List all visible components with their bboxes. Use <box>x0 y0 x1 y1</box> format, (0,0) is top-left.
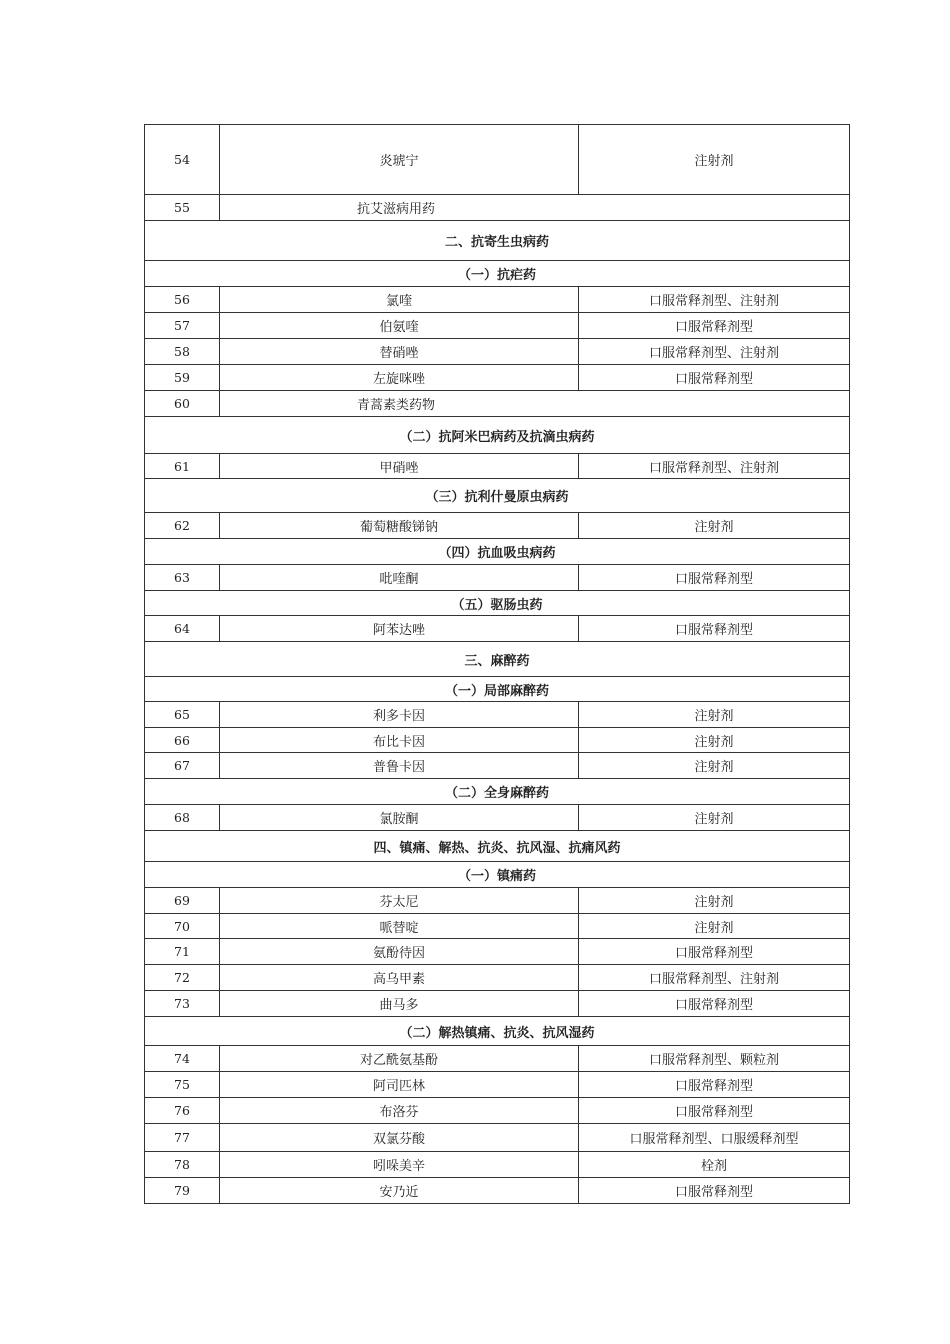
dosage-form: 口服常释剂型 <box>579 1072 850 1098</box>
table-row <box>145 1124 850 1152</box>
row-number: 75 <box>145 1072 220 1098</box>
row-number: 70 <box>145 914 220 939</box>
row-number: 64 <box>145 616 220 642</box>
drug-name: 普鲁卡因 <box>220 753 579 779</box>
drug-name: 阿苯达唑 <box>220 616 579 642</box>
table-row <box>145 616 850 642</box>
drug-name: 葡萄糖酸锑钠 <box>220 513 579 539</box>
section-title: （二）抗阿米巴病药及抗滴虫病药 <box>145 417 850 454</box>
section-header-row <box>145 479 850 513</box>
dosage-form: 口服常释剂型 <box>579 1098 850 1124</box>
row-number: 69 <box>145 888 220 914</box>
row-number: 71 <box>145 939 220 965</box>
table-row <box>145 965 850 991</box>
row-number: 74 <box>145 1046 220 1072</box>
section-title: （二）全身麻醉药 <box>145 779 850 805</box>
row-number: 79 <box>145 1178 220 1204</box>
row-number: 56 <box>145 287 220 313</box>
section-header-row <box>145 221 850 261</box>
table-row <box>145 1046 850 1072</box>
table-row <box>145 365 850 391</box>
section-header-row <box>145 591 850 616</box>
drug-name: 哌替啶 <box>220 914 579 939</box>
dosage-form: 口服常释剂型 <box>579 991 850 1017</box>
row-number: 76 <box>145 1098 220 1124</box>
drug-name: 布比卡因 <box>220 728 579 753</box>
table-row <box>145 702 850 728</box>
row-number: 58 <box>145 339 220 365</box>
drug-name: 氨酚待因 <box>220 939 579 965</box>
section-title: （四）抗血吸虫病药 <box>145 539 850 565</box>
section-header-row <box>145 261 850 287</box>
drug-list-table <box>144 124 850 1204</box>
section-title: 二、抗寄生虫病药 <box>145 221 850 261</box>
row-number: 59 <box>145 365 220 391</box>
table-row <box>145 939 850 965</box>
row-number: 68 <box>145 805 220 831</box>
row-number: 77 <box>145 1124 220 1152</box>
section-title: 四、镇痛、解热、抗炎、抗风湿、抗痛风药 <box>145 831 850 862</box>
table-row <box>145 454 850 479</box>
dosage-form: 口服常释剂型、注射剂 <box>579 339 850 365</box>
table-row <box>145 1152 850 1178</box>
dosage-form: 口服常释剂型、注射剂 <box>579 287 850 313</box>
row-number: 54 <box>145 125 220 195</box>
table-row <box>145 991 850 1017</box>
table-row <box>145 1072 850 1098</box>
table-row <box>145 195 850 221</box>
section-title: （一）局部麻醉药 <box>145 677 850 702</box>
drug-name: 芬太尼 <box>220 888 579 914</box>
section-title: （五）驱肠虫药 <box>145 591 850 616</box>
dosage-form: 注射剂 <box>579 914 850 939</box>
table-row <box>145 728 850 753</box>
dosage-form: 口服常释剂型 <box>579 565 850 591</box>
table-row <box>145 313 850 339</box>
drug-list-body <box>145 125 850 1204</box>
drug-name: 抗艾滋病用药 <box>220 195 850 221</box>
row-number: 78 <box>145 1152 220 1178</box>
drug-name: 布洛芬 <box>220 1098 579 1124</box>
drug-name: 吡喹酮 <box>220 565 579 591</box>
drug-name: 氯胺酮 <box>220 805 579 831</box>
drug-name: 青蒿素类药物 <box>220 391 850 417</box>
drug-name: 左旋咪唑 <box>220 365 579 391</box>
row-number: 67 <box>145 753 220 779</box>
dosage-form: 注射剂 <box>579 125 850 195</box>
table-row <box>145 339 850 365</box>
section-title: （二）解热镇痛、抗炎、抗风湿药 <box>145 1017 850 1046</box>
dosage-form: 注射剂 <box>579 728 850 753</box>
dosage-form: 口服常释剂型、口服缓释剂型 <box>579 1124 850 1152</box>
drug-name: 对乙酰氨基酚 <box>220 1046 579 1072</box>
section-header-row <box>145 417 850 454</box>
section-header-row <box>145 677 850 702</box>
drug-name: 利多卡因 <box>220 702 579 728</box>
drug-name: 曲马多 <box>220 991 579 1017</box>
row-number: 63 <box>145 565 220 591</box>
dosage-form: 口服常释剂型 <box>579 313 850 339</box>
section-header-row <box>145 539 850 565</box>
dosage-form: 注射剂 <box>579 888 850 914</box>
row-number: 60 <box>145 391 220 417</box>
table-row <box>145 1178 850 1204</box>
dosage-form: 口服常释剂型、注射剂 <box>579 454 850 479</box>
drug-name: 高乌甲素 <box>220 965 579 991</box>
dosage-form: 口服常释剂型、颗粒剂 <box>579 1046 850 1072</box>
table-row <box>145 753 850 779</box>
table-row <box>145 391 850 417</box>
section-header-row <box>145 862 850 888</box>
table-row <box>145 1098 850 1124</box>
section-header-row <box>145 831 850 862</box>
drug-name: 替硝唑 <box>220 339 579 365</box>
row-number: 72 <box>145 965 220 991</box>
dosage-form: 栓剂 <box>579 1152 850 1178</box>
row-number: 62 <box>145 513 220 539</box>
table-row <box>145 805 850 831</box>
drug-name: 阿司匹林 <box>220 1072 579 1098</box>
section-header-row <box>145 779 850 805</box>
dosage-form: 口服常释剂型 <box>579 1178 850 1204</box>
dosage-form: 注射剂 <box>579 702 850 728</box>
drug-name: 氯喹 <box>220 287 579 313</box>
dosage-form: 注射剂 <box>579 513 850 539</box>
dosage-form: 口服常释剂型 <box>579 939 850 965</box>
dosage-form: 注射剂 <box>579 753 850 779</box>
section-title: 三、麻醉药 <box>145 642 850 677</box>
dosage-form: 注射剂 <box>579 805 850 831</box>
section-title: （一）镇痛药 <box>145 862 850 888</box>
drug-name: 炎琥宁 <box>220 125 579 195</box>
section-title: （三）抗利什曼原虫病药 <box>145 479 850 513</box>
drug-name: 吲哚美辛 <box>220 1152 579 1178</box>
row-number: 57 <box>145 313 220 339</box>
drug-name: 甲硝唑 <box>220 454 579 479</box>
section-title: （一）抗疟药 <box>145 261 850 287</box>
table-row <box>145 888 850 914</box>
dosage-form: 口服常释剂型 <box>579 365 850 391</box>
row-number: 65 <box>145 702 220 728</box>
dosage-form: 口服常释剂型 <box>579 616 850 642</box>
drug-name: 双氯芬酸 <box>220 1124 579 1152</box>
drug-name: 安乃近 <box>220 1178 579 1204</box>
table-row <box>145 125 850 195</box>
section-header-row <box>145 642 850 677</box>
drug-name: 伯氨喹 <box>220 313 579 339</box>
table-row <box>145 513 850 539</box>
section-header-row <box>145 1017 850 1046</box>
table-row <box>145 287 850 313</box>
row-number: 66 <box>145 728 220 753</box>
dosage-form: 口服常释剂型、注射剂 <box>579 965 850 991</box>
table-row <box>145 914 850 939</box>
row-number: 73 <box>145 991 220 1017</box>
table-row <box>145 565 850 591</box>
row-number: 55 <box>145 195 220 221</box>
row-number: 61 <box>145 454 220 479</box>
